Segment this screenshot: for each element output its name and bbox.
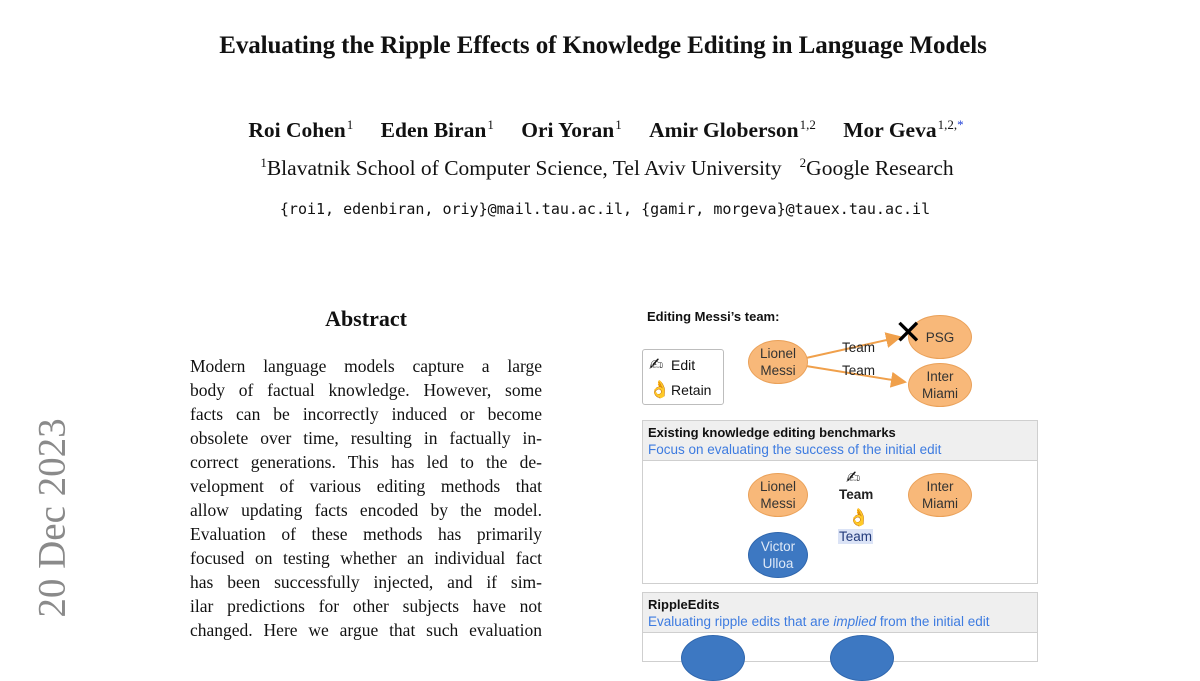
node-psg: PSG: [908, 315, 972, 359]
arxiv-date-stamp: 20 Dec 2023: [30, 418, 74, 618]
abstract-line: focused on testing whether an individual fact: [190, 548, 542, 568]
author-list: [0, 117, 1200, 143]
abstract-line: Modern language models capture a large: [190, 356, 542, 376]
panel-subtitle: Evaluating ripple edits that are implied from the initial edit: [648, 614, 990, 629]
edge-label-team: Team: [839, 487, 874, 502]
node-partial: [830, 635, 894, 681]
abstract-line: velopment of various editing methods that: [190, 476, 542, 496]
figure-editing-heading: Editing Messi’s team:: [647, 309, 780, 324]
affiliations: $^1$Blavatnik School of Computer Science, Tel Aviv University $^2$Google Research: [260, 155, 954, 180]
author: Roi Cohen$^1$: [248, 117, 354, 142]
node-victor-ulloa: Victor Ulloa: [748, 532, 808, 578]
node-inter-miami: Inter Miami: [908, 363, 972, 407]
abstract-line: has been successfully injected, and if sim-: [190, 572, 542, 592]
legend-retain: 👌 Retain: [649, 380, 712, 399]
node-lionel-messi: Lionel Messi: [748, 473, 808, 517]
edge-label-old-team: Team: [842, 340, 876, 355]
edge-label-retain-team: Team: [839, 529, 873, 544]
abstract-line: facts can be incorrectly induced or become: [190, 404, 542, 424]
author: Mor Geva$^{1,2,*}$: [843, 117, 964, 142]
abstract-line: body of factual knowledge. However, some: [190, 380, 542, 400]
author: Eden Biran$^1$: [380, 117, 494, 142]
panel-title: RippleEdits: [648, 597, 720, 612]
abstract-line: ilar predictions for other subjects have not: [190, 596, 542, 616]
author: Amir Globerson$^{1,2}$: [649, 117, 816, 142]
panel-subtitle: Focus on evaluating the success of the initial edit: [648, 442, 942, 457]
node-partial: [681, 635, 745, 681]
edge-label-new-team: Team: [842, 363, 876, 378]
abstract-heading: Abstract: [325, 306, 407, 331]
cross-icon: ✕: [894, 314, 923, 352]
legend-edit: ✍ Edit: [649, 355, 696, 374]
abstract-line: correct generations. This has led to the de-: [190, 452, 542, 472]
abstract-line: Evaluation of these methods has primarily: [190, 524, 542, 544]
ok-hand-icon: 👌: [649, 380, 671, 399]
footnote-star[interactable]: *: [957, 117, 964, 132]
panel-existing-benchmarks: [642, 420, 1038, 584]
paper-title: Evaluating the Ripple Effects of Knowledge Editing in Language Models: [219, 32, 987, 59]
abstract-line: obsolete over time, resulting in factually in-: [190, 428, 542, 448]
figure-legend: [642, 349, 724, 405]
author-emails: {roi1, edenbiran, oriy}@mail.tau.ac.il, {gamir, morgeva}@tauex.tau.ac.il: [279, 200, 931, 218]
node-inter-miami: Inter Miami: [908, 473, 972, 517]
writing-hand-icon: ✍: [649, 355, 664, 374]
abstract-line: allow updating facts encoded by the model.: [190, 500, 542, 520]
node-lionel-messi: Lionel Messi: [748, 340, 808, 384]
ok-hand-icon: 👌: [848, 508, 870, 527]
writing-hand-icon: ✍: [846, 468, 861, 487]
abstract-line: changed. Here we argue that such evaluation: [190, 620, 542, 640]
panel-title: Existing knowledge editing benchmarks: [648, 425, 896, 440]
author: Ori Yoran$^1$: [521, 117, 622, 142]
